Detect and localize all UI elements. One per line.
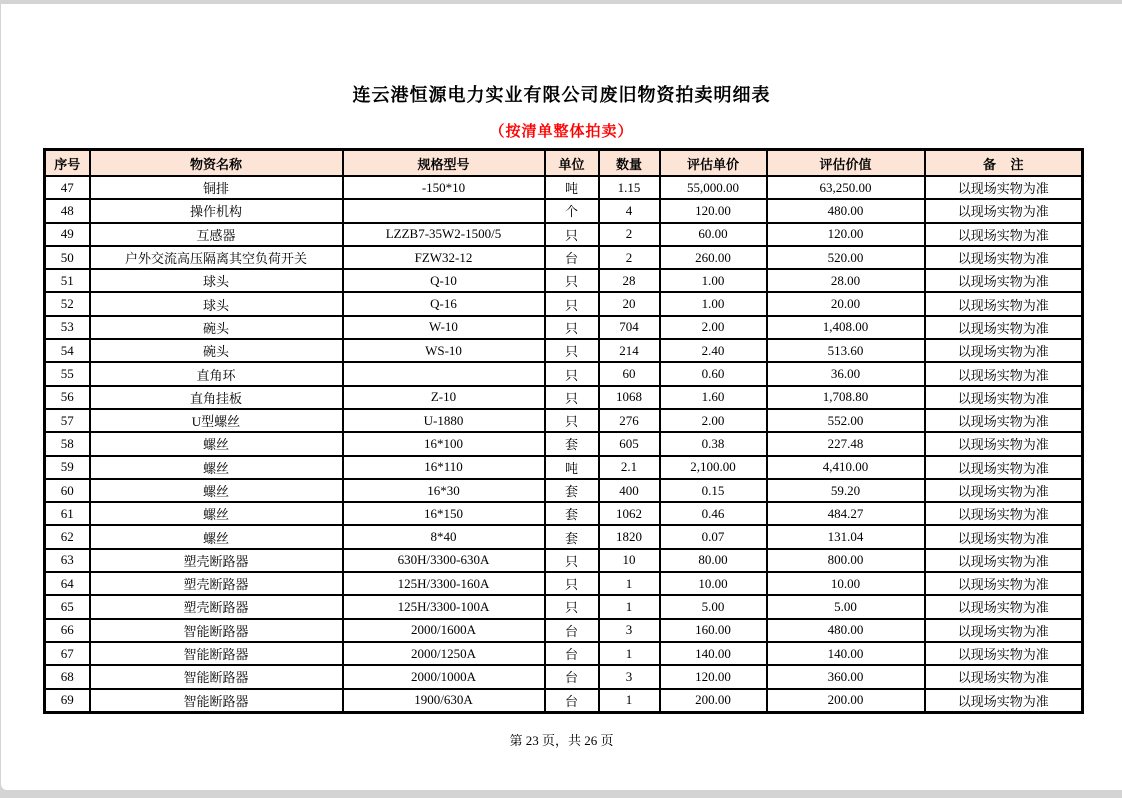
table-cell: 2.00 [660,316,767,339]
table-cell: 2 [599,246,660,269]
table-cell: U型螺丝 [90,409,343,432]
table-cell: 2,100.00 [660,456,767,479]
table-cell: 智能断路器 [90,619,343,642]
table-cell: 59.20 [767,479,925,502]
table-cell: 66 [45,619,90,642]
table-row [45,549,1083,572]
table-cell [343,362,545,385]
table-cell: Z-10 [343,386,545,409]
table-cell: 62 [45,525,90,548]
table-cell: 以现场实物为准 [925,339,1083,362]
table-cell: 140.00 [660,642,767,665]
table-cell: Q-16 [343,292,545,315]
table-cell: 以现场实物为准 [925,619,1083,642]
table-cell: 60 [45,479,90,502]
table-cell: 55 [45,362,90,385]
table-cell: 28 [599,269,660,292]
table-cell: 68 [45,665,90,688]
table-header-row [45,150,1083,177]
table-cell: U-1880 [343,409,545,432]
table-cell: 227.48 [767,432,925,455]
table-cell: 800.00 [767,549,925,572]
table-cell: 0.07 [660,525,767,548]
table-cell: 80.00 [660,549,767,572]
table-cell: 49 [45,223,90,246]
table-cell: 140.00 [767,642,925,665]
table-cell: 704 [599,316,660,339]
table-cell: 以现场实物为准 [925,525,1083,548]
table-cell: 52 [45,292,90,315]
table-cell: 16*100 [343,432,545,455]
table-cell: 60 [599,362,660,385]
table-cell: 484.27 [767,502,925,525]
table-cell: 3 [599,665,660,688]
table-cell: 螺丝 [90,432,343,455]
table-row [45,316,1083,339]
table-cell: 63 [45,549,90,572]
table-cell: 铜排 [90,176,343,199]
table-cell: 605 [599,432,660,455]
table-cell: Q-10 [343,269,545,292]
table-cell: 只 [545,269,599,292]
column-header-0: 序号 [45,150,90,177]
table-row [45,339,1083,362]
column-header-3: 单位 [545,150,599,177]
table-cell: 以现场实物为准 [925,456,1083,479]
table-cell: 台 [545,619,599,642]
table-cell: 59 [45,456,90,479]
table-cell: 0.46 [660,502,767,525]
column-header-4: 数量 [599,150,660,177]
table-cell: 4,410.00 [767,456,925,479]
table-cell: 只 [545,292,599,315]
table-cell: 360.00 [767,665,925,688]
table-cell: 螺丝 [90,456,343,479]
table-cell: 480.00 [767,619,925,642]
table-cell: 只 [545,339,599,362]
page-footer: 第 23 页，共 26 页 [509,733,614,748]
table-cell: 125H/3300-160A [343,572,545,595]
table-row [45,689,1083,713]
column-header-5: 评估单价 [660,150,767,177]
table-row [45,176,1083,199]
table-cell: 54 [45,339,90,362]
table-cell: 以现场实物为准 [925,665,1083,688]
table-cell: 碗头 [90,316,343,339]
table-row [45,525,1083,548]
table-cell: LZZB7-35W2-1500/5 [343,223,545,246]
table-cell: 以现场实物为准 [925,223,1083,246]
table-cell: 螺丝 [90,525,343,548]
page-subtitle: （按清单整体拍卖） [489,123,634,140]
table-cell: 58 [45,432,90,455]
table-row [45,595,1083,618]
table-cell: 5.00 [767,595,925,618]
table-cell: 51 [45,269,90,292]
table-cell: 1 [599,689,660,713]
column-header-2: 规格型号 [343,150,545,177]
table-cell: 1 [599,642,660,665]
table-cell: 套 [545,432,599,455]
table-cell: 28.00 [767,269,925,292]
table-cell: 吨 [545,176,599,199]
table-cell: 2 [599,223,660,246]
table-cell: 以现场实物为准 [925,502,1083,525]
table-cell: 螺丝 [90,502,343,525]
table-cell: 以现场实物为准 [925,316,1083,339]
table-cell: 以现场实物为准 [925,479,1083,502]
table-cell: 塑壳断路器 [90,595,343,618]
table-cell: 1 [599,595,660,618]
table-row [45,619,1083,642]
table-cell: 200.00 [660,689,767,713]
table-cell: 57 [45,409,90,432]
table-cell: 20 [599,292,660,315]
table-cell: 16*150 [343,502,545,525]
table-cell: 63,250.00 [767,176,925,199]
table-row [45,292,1083,315]
table-row [45,665,1083,688]
table-cell: 16*30 [343,479,545,502]
table-cell: 552.00 [767,409,925,432]
table-cell: 1062 [599,502,660,525]
table-cell: 直角挂板 [90,386,343,409]
table-cell: 2.1 [599,456,660,479]
table-row [45,386,1083,409]
table-cell: 67 [45,642,90,665]
table-cell: 61 [45,502,90,525]
table-cell: 65 [45,595,90,618]
table-cell: 操作机构 [90,199,343,222]
table-cell: 1.00 [660,269,767,292]
table-cell: 套 [545,479,599,502]
table-cell: 480.00 [767,199,925,222]
table-cell: 1,408.00 [767,316,925,339]
table-cell: 36.00 [767,362,925,385]
table-row [45,362,1083,385]
table-cell: 120.00 [660,665,767,688]
auction-items-table [43,148,1084,714]
table-cell: 50 [45,246,90,269]
table-row [45,246,1083,269]
table-cell: 以现场实物为准 [925,689,1083,713]
table-row [45,479,1083,502]
table-cell: 2000/1600A [343,619,545,642]
table-cell: 球头 [90,292,343,315]
table-cell: 互感器 [90,223,343,246]
table-cell: 8*40 [343,525,545,548]
column-header-1: 物资名称 [90,150,343,177]
table-cell: 以现场实物为准 [925,642,1083,665]
table-cell: 630H/3300-630A [343,549,545,572]
table-cell: 1900/630A [343,689,545,713]
table-row [45,409,1083,432]
page-title: 连云港恒源电力实业有限公司废旧物资拍卖明细表 [352,85,771,105]
page [1,4,1122,790]
table-cell: 513.60 [767,339,925,362]
table-cell: 200.00 [767,689,925,713]
table-cell: 0.38 [660,432,767,455]
table-cell: 20.00 [767,292,925,315]
table-cell: 120.00 [767,223,925,246]
table-cell: 2000/1250A [343,642,545,665]
table-cell: -150*10 [343,176,545,199]
table-cell: 塑壳断路器 [90,549,343,572]
table-cell: 69 [45,689,90,713]
table-cell: WS-10 [343,339,545,362]
table-cell: 以现场实物为准 [925,269,1083,292]
table-cell: 1.15 [599,176,660,199]
table-cell: 4 [599,199,660,222]
column-header-7: 备 注 [925,150,1083,177]
table-cell: 只 [545,316,599,339]
table-cell: 16*110 [343,456,545,479]
table-cell: 0.60 [660,362,767,385]
table-cell: 户外交流高压隔离其空负荷开关 [90,246,343,269]
table-cell: 只 [545,549,599,572]
table-cell: 塑壳断路器 [90,572,343,595]
table-cell: 1068 [599,386,660,409]
table-cell: 400 [599,479,660,502]
table-cell: 2.00 [660,409,767,432]
table-cell: 以现场实物为准 [925,572,1083,595]
table-cell: 以现场实物为准 [925,549,1083,572]
table-cell: 只 [545,362,599,385]
table-cell: 台 [545,642,599,665]
column-header-6: 评估价值 [767,150,925,177]
table-cell: 1,708.80 [767,386,925,409]
table-cell: 以现场实物为准 [925,362,1083,385]
table-row [45,269,1083,292]
table-cell: 125H/3300-100A [343,595,545,618]
table-cell: 台 [545,246,599,269]
table-cell: 10.00 [767,572,925,595]
table-cell: 吨 [545,456,599,479]
table-cell: 套 [545,502,599,525]
table-cell: 以现场实物为准 [925,176,1083,199]
table-cell: 60.00 [660,223,767,246]
table-cell: 套 [545,525,599,548]
table-cell: 48 [45,199,90,222]
table-cell: 只 [545,409,599,432]
table-cell [343,199,545,222]
table-cell: 55,000.00 [660,176,767,199]
table-row [45,456,1083,479]
table-cell: 台 [545,665,599,688]
table-cell: 智能断路器 [90,689,343,713]
table-cell: 131.04 [767,525,925,548]
table-cell: 球头 [90,269,343,292]
table-cell: 1.60 [660,386,767,409]
table-cell: 520.00 [767,246,925,269]
table-cell: 47 [45,176,90,199]
table-cell: 以现场实物为准 [925,199,1083,222]
table-row [45,223,1083,246]
table-cell: 260.00 [660,246,767,269]
table-cell: 64 [45,572,90,595]
table-cell: 276 [599,409,660,432]
table-cell: 3 [599,619,660,642]
table-row [45,432,1083,455]
table-cell: 只 [545,223,599,246]
table-cell: 2000/1000A [343,665,545,688]
table-cell: 1 [599,572,660,595]
table-cell: 智能断路器 [90,642,343,665]
table-cell: 1.00 [660,292,767,315]
table-cell: 以现场实物为准 [925,432,1083,455]
table-cell: 56 [45,386,90,409]
table-cell: W-10 [343,316,545,339]
table-cell: 个 [545,199,599,222]
table-cell: 5.00 [660,595,767,618]
table-cell: 120.00 [660,199,767,222]
table-cell: 2.40 [660,339,767,362]
table-cell: 10.00 [660,572,767,595]
table-cell: 螺丝 [90,479,343,502]
table-cell: 160.00 [660,619,767,642]
table-cell: 碗头 [90,339,343,362]
table-row [45,502,1083,525]
table-cell: 智能断路器 [90,665,343,688]
table-cell: 以现场实物为准 [925,595,1083,618]
table-cell: 只 [545,386,599,409]
table-cell: FZW32-12 [343,246,545,269]
table-cell: 只 [545,572,599,595]
table-cell: 53 [45,316,90,339]
table-row [45,642,1083,665]
table-cell: 只 [545,595,599,618]
table-row [45,199,1083,222]
table-cell: 10 [599,549,660,572]
table-cell: 直角环 [90,362,343,385]
table-cell: 214 [599,339,660,362]
table-row [45,572,1083,595]
table-cell: 以现场实物为准 [925,386,1083,409]
table-cell: 以现场实物为准 [925,409,1083,432]
table-cell: 以现场实物为准 [925,246,1083,269]
table-cell: 0.15 [660,479,767,502]
table-cell: 台 [545,689,599,713]
table-cell: 1820 [599,525,660,548]
table-cell: 以现场实物为准 [925,292,1083,315]
